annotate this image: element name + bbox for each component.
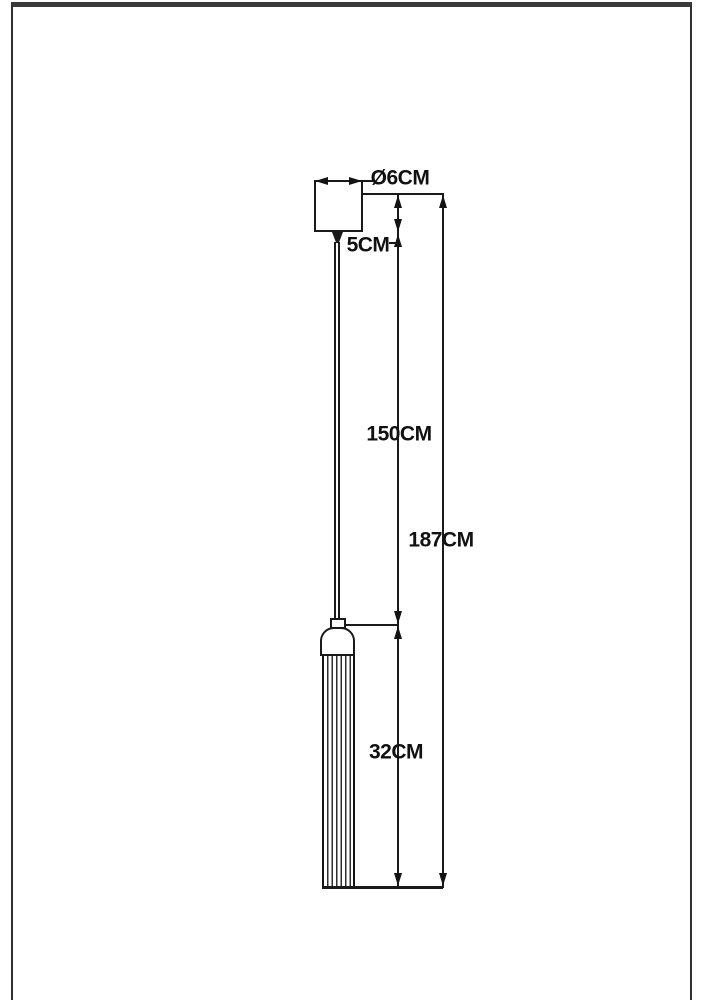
canopy-height-leader-line [389, 242, 398, 244]
overall-height-label: 187CM [408, 528, 474, 552]
inner-dimension-line [397, 193, 399, 888]
canopy-outline [314, 180, 363, 232]
canopy-diameter-label: Ø6CM [370, 166, 430, 190]
shade-top-extension-line [344, 624, 398, 626]
suspension-cable [334, 242, 340, 619]
ribbed-shade [322, 656, 355, 887]
bottom-extension-line [322, 886, 443, 889]
shade-height-label: 32CM [368, 740, 424, 764]
suspension-length-label: 150CM [366, 422, 432, 446]
lamp-cap [320, 627, 355, 656]
canopy-height-label: 5CM [346, 233, 390, 257]
